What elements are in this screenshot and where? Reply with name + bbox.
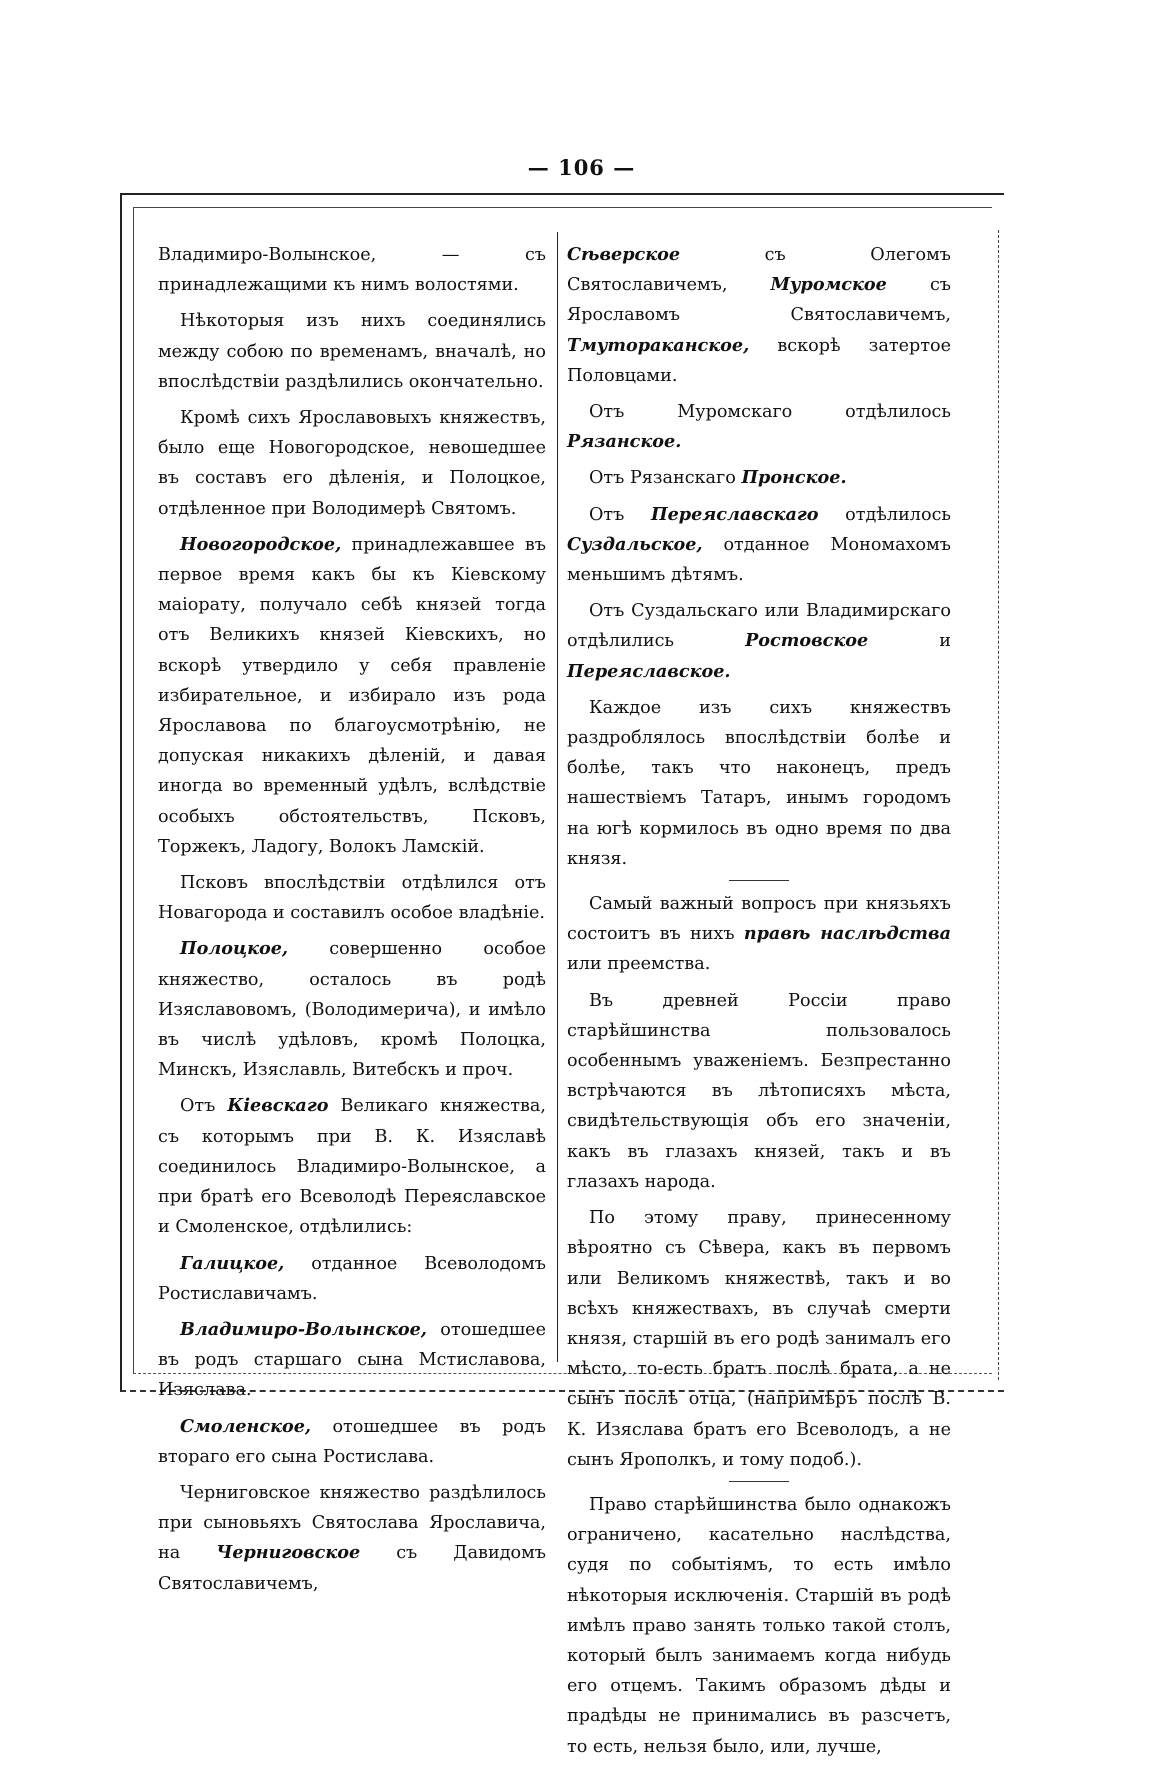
emphasis: Галицкое, bbox=[180, 1252, 285, 1274]
paragraph bbox=[567, 240, 951, 391]
text: Отъ Рязанскаго bbox=[589, 468, 742, 489]
paragraph: По этому праву, принесенному вѣроятно съ Сѣвера, какъ въ первомъ или Великомъ княжествѣ, такъ и во всѣхъ княжествахъ, въ случаѣ смерти князя, старшій въ его родѣ занималъ его мѣсто, то-есть братъ послѣ брата, а не сынъ послѣ отца, (напримѣръ послѣ В. К. Изяслава братъ его Всеволодъ, а не сынъ Ярополкъ, и тому подоб.). bbox=[567, 1208, 951, 1470]
page-frame-right bbox=[998, 230, 999, 1380]
emphasis: Сѣверское bbox=[567, 244, 681, 265]
emphasis: Переяславское. bbox=[567, 660, 731, 682]
text: Великаго княжества, съ которымъ при В. К. Изяславѣ соединилось Владимиро-Волынское, а при братѣ его Всеволодѣ Переяславское и Смоленское, отдѣлились: bbox=[158, 1096, 546, 1238]
text: отошедшее въ родъ старшаго сына Мстиславова, Изяслава. bbox=[158, 1319, 546, 1401]
paragraph: Псковъ впослѣдствіи отдѣлился отъ Новагорода и составилъ особое владѣніе. bbox=[158, 873, 546, 924]
text: съ Ярославомъ Святославичемъ, bbox=[567, 275, 951, 326]
text: Отъ bbox=[180, 1096, 228, 1117]
emphasis: Кіевскаго bbox=[227, 1095, 329, 1117]
right-column bbox=[567, 240, 951, 1768]
emphasis: Полоцкое, bbox=[180, 938, 289, 960]
emphasis: Переяславскаго bbox=[650, 503, 819, 525]
emphasis: Тмутораканское, bbox=[567, 334, 750, 356]
paragraph bbox=[158, 1091, 546, 1242]
left-column bbox=[158, 240, 546, 1605]
text: отошедшее въ родъ втораго его сына Ростислава. bbox=[158, 1416, 546, 1467]
text: отданное Мономахомъ меньшимъ дѣтямъ. bbox=[567, 534, 951, 586]
paragraph bbox=[158, 1315, 546, 1406]
text: Отъ bbox=[589, 504, 651, 525]
paragraph bbox=[567, 596, 951, 687]
emphasis: Черниговское bbox=[216, 1542, 361, 1564]
text: Отъ Муромскаго отдѣлилось bbox=[589, 402, 951, 423]
text: совершенно особое княжество, осталось въ родѣ Изяславовомъ, (Володимерича), и имѣло въ числѣ удѣловъ, кромѣ Полоцка, Минскъ, Изяславль, Витебскъ и проч. bbox=[158, 939, 546, 1081]
paragraph: Владимиро-Волынское, — съ принадлежащими къ нимъ волостями. bbox=[158, 245, 546, 296]
paragraph bbox=[158, 934, 546, 1085]
text: принадлежавшее въ первое время какъ бы къ Кіевскому маіорату, получало себѣ князей тогда отъ Великихъ князей Кіевскихъ, но вскорѣ утвердило у себя правленіе избирательное, и избирало изъ рода Ярославова по благоусмотрѣнію, не допуская никакихъ дѣленій, и давая иногда во временный удѣлъ, вслѣдствіе особыхъ обстоятельствъ, Псковъ, Торжекъ, Ладогу, Волокъ Ламскій. bbox=[158, 534, 546, 857]
emphasis: Пронское. bbox=[741, 467, 847, 489]
paragraph bbox=[567, 889, 951, 980]
text: или преемства. bbox=[567, 954, 711, 975]
text: съ Олегомъ Святославичемъ, bbox=[567, 245, 951, 296]
paragraph bbox=[158, 1478, 546, 1599]
emphasis: Ростовское bbox=[745, 630, 869, 652]
text: вскорѣ затертое Половцами. bbox=[567, 335, 951, 386]
emphasis: правѣ наслѣдства bbox=[743, 923, 951, 945]
column-divider bbox=[557, 232, 558, 1362]
paragraph: Право старѣйшинства было однакожъ ограничено, касательно наслѣдства, судя по событіямъ, то есть имѣло нѣкоторыя исключенія. Старшій въ родѣ имѣлъ право занять только такой столъ, который былъ занимаемъ когда нибудь его отцемъ. Такимъ образомъ дѣды и прадѣды не принимались въ разсчетъ, то есть, нельзя было, или, лучше, bbox=[567, 1494, 951, 1757]
emphasis: Владимиро-Волынское, bbox=[180, 1318, 427, 1340]
paragraph: Нѣкоторыя изъ нихъ соединялись между собою по временамъ, вначалѣ, но впослѣдствіи раздѣлились окончательно. bbox=[158, 311, 546, 392]
section-separator bbox=[729, 1481, 789, 1482]
paragraph bbox=[567, 463, 951, 493]
emphasis: Новогородское, bbox=[180, 533, 342, 555]
paragraph: Въ древней Россіи право старѣйшинства пользовалось особеннымъ уваженіемъ. Безпрестанно встрѣчаются въ лѣтописяхъ мѣста, свидѣтельствующія объ его значеніи, какъ въ глазахъ князей, такъ и въ глазахъ народа. bbox=[567, 990, 951, 1192]
paragraph: Кромѣ сихъ Ярославовыхъ княжествъ, было еще Новогородское, невошедшее въ составъ его дѣленія, и Полоцкое, отдѣленное при Володимерѣ Святомъ. bbox=[158, 408, 546, 519]
paragraph bbox=[567, 500, 951, 591]
text: Отъ Суздальскаго или Владимирскаго отдѣлились bbox=[567, 601, 951, 652]
emphasis: Муромское bbox=[770, 274, 887, 296]
section-separator bbox=[729, 880, 789, 881]
text: и bbox=[868, 631, 951, 652]
page-number: — 106 — bbox=[527, 155, 636, 180]
text: отдѣлилось bbox=[818, 504, 951, 525]
emphasis: Смоленское, bbox=[180, 1415, 312, 1437]
paragraph bbox=[158, 1249, 546, 1309]
text: съ Давидомъ Святославичемъ, bbox=[158, 1543, 546, 1594]
text: Черниговское княжество раздѣлилось при сыновьяхъ Святослава Ярославича, на bbox=[158, 1482, 546, 1564]
emphasis: Суздальское, bbox=[567, 533, 703, 555]
paragraph bbox=[158, 530, 546, 862]
text: отданное Всеволодомъ Ростиславичамъ. bbox=[158, 1253, 546, 1304]
paragraph bbox=[158, 1412, 546, 1472]
text: Самый важный вопросъ при князьяхъ состоитъ въ нихъ bbox=[567, 894, 951, 945]
paragraph bbox=[567, 397, 951, 457]
paragraph: Каждое изъ сихъ княжествъ раздроблялось впослѣдствіи болѣе и болѣе, такъ что наконецъ, предъ нашествіемъ Татаръ, инымъ городомъ на югѣ кормилось въ одно время по два князя. bbox=[567, 697, 951, 869]
emphasis: Рязанское. bbox=[567, 431, 682, 453]
